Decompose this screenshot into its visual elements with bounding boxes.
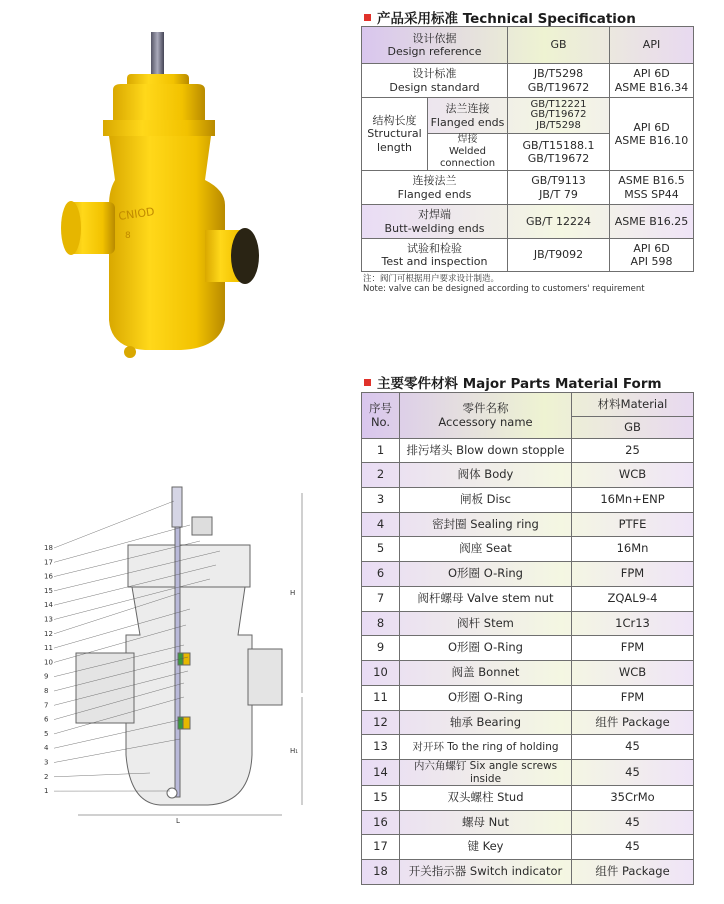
materials-row: [362, 786, 694, 811]
materials-cell-mat: PTFE: [572, 513, 694, 537]
materials-cell-no: 16: [362, 811, 400, 835]
materials-cell-no: 3: [362, 488, 400, 513]
valve-left-pipe-end: [61, 201, 81, 255]
materials-cell-no: 4: [362, 513, 400, 537]
materials-cell-name: 双头螺柱 Stud: [400, 786, 572, 811]
materials-cell-name: 内六角螺钉 Six angle screws inside: [400, 760, 572, 786]
materials-cell-mat: FPM: [572, 686, 694, 711]
spec-structural-length: 结构长度 Structural length: [362, 98, 428, 171]
materials-cell-no: 15: [362, 786, 400, 811]
materials-cell-no: 8: [362, 612, 400, 636]
materials-header-gb: GB: [572, 417, 694, 439]
materials-cell-mat: 45: [572, 835, 694, 860]
materials-cell-name: 轴承 Bearing: [400, 711, 572, 735]
drawing-part-label: 5: [44, 729, 49, 738]
materials-cell-mat: 组件 Package: [572, 711, 694, 735]
materials-cell-name: 阀杆 Stem: [400, 612, 572, 636]
materials-cell-name: 螺母 Nut: [400, 811, 572, 835]
drawing-bonnet: [128, 545, 250, 587]
drawing-part-label: 9: [44, 672, 49, 681]
spec-header-ref: 设计依据 Design reference: [362, 27, 508, 64]
dimension-l: L: [176, 817, 180, 825]
materials-heading-text: 主要零件材料 Major Parts Material Form: [377, 376, 662, 392]
materials-cell-name: 阀体 Body: [400, 463, 572, 488]
materials-cell-mat: 1Cr13: [572, 612, 694, 636]
materials-cell-name: O形圈 O-Ring: [400, 686, 572, 711]
materials-heading: [364, 372, 662, 392]
materials-row: [362, 513, 694, 537]
drawing-drain: [167, 788, 177, 798]
drawing-indicator: [172, 487, 182, 527]
materials-row: [362, 562, 694, 587]
spec-heading: [364, 7, 636, 27]
materials-table: [361, 392, 694, 885]
materials-cell-name: 阀盖 Bonnet: [400, 661, 572, 686]
materials-header-name: 零件名称 Accessory name: [400, 393, 572, 439]
materials-cell-name: 闸板 Disc: [400, 488, 572, 513]
materials-row: [362, 735, 694, 760]
materials-cell-name: 阀杆螺母 Valve stem nut: [400, 587, 572, 612]
spec-table: [361, 26, 694, 272]
materials-row: [362, 612, 694, 636]
drawing-body: [126, 587, 252, 805]
materials-cell-no: 13: [362, 735, 400, 760]
spec-row-welded: 焊接 Welded connection GB/T15188.1 GB/T19672: [362, 134, 694, 171]
materials-cell-mat: 45: [572, 811, 694, 835]
materials-cell-no: 2: [362, 463, 400, 488]
drawing-part-label: 17: [44, 558, 53, 567]
valve-photo: [55, 30, 265, 365]
materials-cell-mat: WCB: [572, 463, 694, 488]
valve-casting-text: CNIOD: [117, 205, 156, 223]
drawing-part-label: 12: [44, 629, 53, 638]
materials-cell-no: 17: [362, 835, 400, 860]
materials-row: [362, 537, 694, 562]
materials-header-row: [362, 393, 694, 417]
spec-header-gb: GB: [508, 27, 610, 64]
spec-row-design-standard: 设计标准 Design standard JB/T5298 GB/T19672 API 6D ASME B16.34: [362, 64, 694, 98]
materials-cell-no: 12: [362, 711, 400, 735]
spec-row-connection-flange: 连接法兰 Flanged ends GB/T9113 JB/T 79 ASME B16.5 MSS SP44: [362, 171, 694, 205]
drawing-part-label: 3: [44, 758, 49, 767]
materials-cell-mat: 45: [572, 735, 694, 760]
materials-cell-mat: WCB: [572, 661, 694, 686]
materials-cell-mat: 16Mn+ENP: [572, 488, 694, 513]
materials-cell-no: 10: [362, 661, 400, 686]
drawing-seal-lower: [178, 717, 183, 729]
materials-header-no: 序号 No.: [362, 393, 400, 439]
materials-row: [362, 488, 694, 513]
materials-cell-name: 键 Key: [400, 835, 572, 860]
drawing-right-pipe: [248, 649, 282, 705]
materials-row: [362, 811, 694, 835]
drawing-left-pipe: [76, 653, 134, 723]
materials-row: [362, 860, 694, 885]
materials-row: [362, 661, 694, 686]
drawing-part-label: 1: [44, 787, 49, 796]
drawing-part-label: 10: [44, 658, 53, 667]
dimension-h1: H₁: [290, 747, 299, 755]
materials-cell-mat: 45: [572, 760, 694, 786]
materials-cell-no: 6: [362, 562, 400, 587]
materials-cell-name: O形圈 O-Ring: [400, 636, 572, 661]
materials-cell-mat: 16Mn: [572, 537, 694, 562]
drawing-nut: [192, 517, 212, 535]
drawing-part-label: 8: [44, 687, 49, 695]
materials-cell-no: 7: [362, 587, 400, 612]
materials-cell-no: 9: [362, 636, 400, 661]
valve-bonnet: [113, 84, 205, 122]
spec-row-test: 试验和检验 Test and inspection JB/T9092 API 6D API 598: [362, 239, 694, 272]
materials-cell-name: 排污堵头 Blow down stopple: [400, 439, 572, 463]
materials-header-material: 材料Material: [572, 393, 694, 417]
spec-row-flanged-ends: 结构长度 Structural length 法兰连接 Flanged ends GB/T12221 GB/T19672 JB/T5298 API 6D ASME B16.10: [362, 98, 694, 134]
materials-cell-name: 开关指示器 Switch indicator: [400, 860, 572, 885]
materials-cell-no: 5: [362, 537, 400, 562]
materials-cell-no: 11: [362, 686, 400, 711]
materials-row: [362, 636, 694, 661]
spec-note-cn: 注：阀门可根据用户要求设计制造。: [363, 274, 500, 284]
technical-drawing: [40, 485, 310, 825]
materials-cell-mat: 25: [572, 439, 694, 463]
materials-row: [362, 463, 694, 488]
materials-cell-mat: 组件 Package: [572, 860, 694, 885]
materials-cell-no: 18: [362, 860, 400, 885]
materials-cell-no: 1: [362, 439, 400, 463]
spec-heading-text: 产品采用标准 Technical Specification: [377, 11, 636, 27]
drawing-part-label: 11: [44, 644, 53, 653]
spec-header-api: API: [610, 27, 694, 64]
materials-cell-name: O形圈 O-Ring: [400, 562, 572, 587]
drawing-part-label: 16: [44, 572, 53, 581]
materials-row: [362, 439, 694, 463]
spec-header-row: [362, 27, 694, 64]
materials-row: [362, 711, 694, 735]
drawing-part-label: 15: [44, 586, 53, 595]
drawing-part-label: 2: [44, 772, 49, 781]
materials-cell-no: 14: [362, 760, 400, 786]
drawing-part-label: 4: [44, 744, 49, 753]
valve-bonnet-flange: [103, 120, 215, 136]
materials-row: [362, 760, 694, 786]
drawing-part-label: 14: [44, 601, 53, 610]
materials-row: [362, 686, 694, 711]
materials-cell-mat: FPM: [572, 636, 694, 661]
drawing-part-label: 6: [44, 715, 49, 724]
valve-stem: [151, 32, 164, 76]
heading-bullet-icon: [364, 379, 371, 386]
valve-drain-plug: [124, 346, 136, 358]
drawing-part-label: 18: [44, 544, 53, 552]
valve-right-pipe-end: [231, 228, 259, 284]
materials-cell-name: 阀座 Seat: [400, 537, 572, 562]
valve-casting-number: 8: [125, 231, 131, 241]
materials-cell-name: 对开环 To the ring of holding: [400, 735, 572, 760]
spec-note-en: Note: valve can be designed according to customers' requirement: [363, 284, 645, 294]
materials-cell-mat: 35CrMo: [572, 786, 694, 811]
drawing-part-label: 7: [44, 701, 49, 710]
drawing-part-label: 13: [44, 615, 53, 624]
spec-row-butt-welding: 对焊端 Butt-welding ends GB/T 12224 ASME B16.25: [362, 205, 694, 239]
materials-row: [362, 835, 694, 860]
dimension-h: H: [290, 589, 296, 597]
materials-cell-name: 密封圈 Sealing ring: [400, 513, 572, 537]
drawing-leader-line: [54, 501, 174, 548]
materials-cell-mat: FPM: [572, 562, 694, 587]
heading-bullet-icon: [364, 14, 371, 21]
materials-row: [362, 587, 694, 612]
materials-cell-mat: ZQAL9-4: [572, 587, 694, 612]
